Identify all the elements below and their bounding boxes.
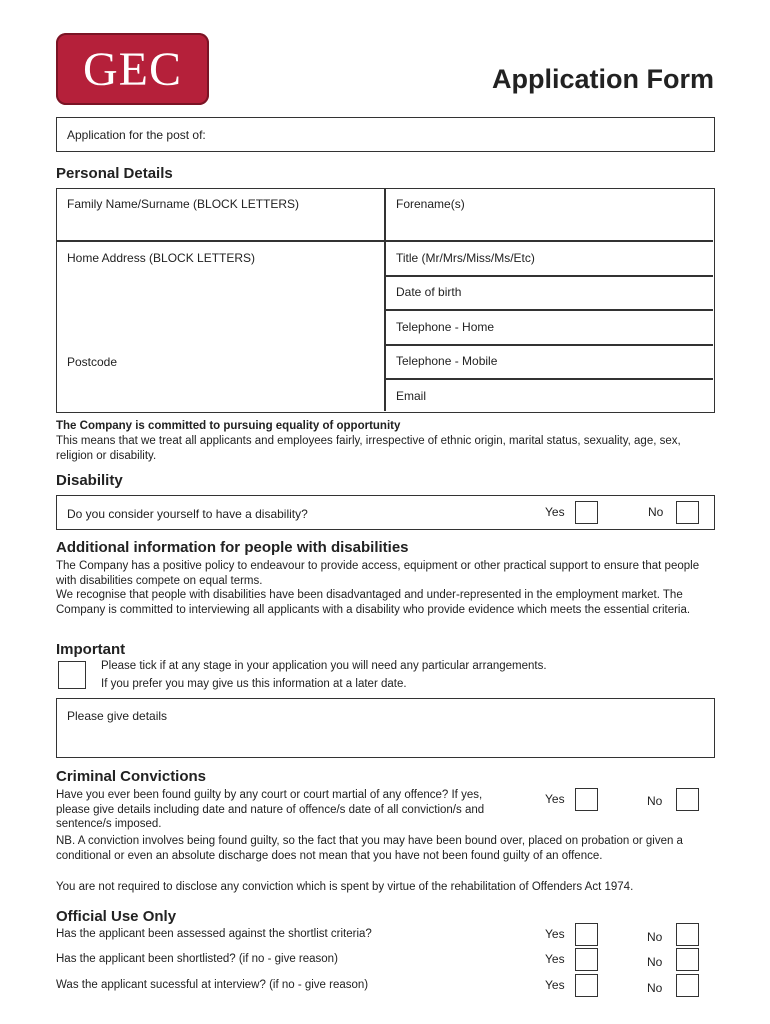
criminal-convictions-heading: Criminal Convictions (56, 768, 207, 785)
forenames-field[interactable] (386, 189, 713, 240)
disability-heading: Disability (56, 472, 123, 489)
details-label: Please give details (67, 709, 168, 723)
important-line-1: Please tick if at any stage in your application you will need any particular arrangements. (101, 660, 547, 672)
official-q2-yes-label: Yes (545, 952, 565, 966)
important-line-2: If you prefer you may give us this information at a later date. (101, 678, 407, 690)
official-q3-no-label: No (647, 981, 663, 995)
disability-yes-label: Yes (545, 505, 565, 519)
personal-details-heading: Personal Details (56, 165, 173, 182)
email-field[interactable] (386, 381, 713, 411)
tel-mobile-field[interactable] (386, 346, 713, 378)
page-title: Application Form (492, 64, 714, 94)
details-field[interactable] (56, 698, 715, 758)
official-q2-yes-checkbox[interactable] (575, 948, 598, 971)
grid-divider (384, 378, 713, 380)
gec-logo (56, 33, 209, 105)
criminal-spent-text: You are not required to disclose any conviction which is spent by virtue of the rehabilitation of Offenders Act 1974. (56, 881, 634, 893)
official-q2-no-label: No (647, 955, 663, 969)
criminal-no-checkbox[interactable] (676, 788, 699, 811)
forenames-label: Forename(s) (396, 197, 465, 211)
dob-field[interactable] (386, 277, 713, 309)
grid-divider (57, 240, 713, 242)
official-q1-no-checkbox[interactable] (676, 923, 699, 946)
title-field[interactable] (386, 243, 713, 275)
additional-info-text-1: The Company has a positive policy to endeavour to provide access, equipment or other practical support to ensure that people with disabilities compete on equal terms. (56, 560, 700, 587)
home-address-label: Home Address (BLOCK LETTERS) (67, 251, 256, 265)
tel-mobile-label: Telephone - Mobile (396, 354, 498, 368)
disability-no-label: No (648, 505, 664, 519)
criminal-question: Have you ever been found guilty by any court or court martial of any offence? If yes, please give details including date and nature of offence/s date of all conviction/s and sentence/s imposed. (56, 789, 485, 830)
criminal-yes-label: Yes (545, 792, 565, 806)
official-q2: Has the applicant been shortlisted? (if no - give reason) (56, 953, 338, 965)
additional-info-heading: Additional information for people with disabilities (56, 539, 409, 556)
official-q1-yes-label: Yes (545, 927, 565, 941)
tel-home-field[interactable] (386, 312, 713, 344)
official-q1-no-label: No (647, 930, 663, 944)
criminal-nb-text: NB. A conviction involves being found guilty, so the fact that you may have been bound over, placed on probation or given a conditional or even an absolute discharge does not mean that you have not been found guilty of an offence. (56, 835, 683, 862)
tel-home-label: Telephone - Home (396, 320, 495, 334)
email-label: Email (396, 389, 427, 403)
official-q1: Has the applicant been assessed against the shortlist criteria? (56, 928, 372, 940)
logo-text: GEC (83, 42, 182, 96)
additional-info-text-2: We recognise that people with disabilities have been disadvantaged and under-represented in the employment market. The Company is committed to interviewing all applicants with a disability who provide evidence which meets the essential criteria. (56, 589, 691, 616)
postcode-label: Postcode (67, 355, 118, 369)
disability-no-checkbox[interactable] (676, 501, 699, 524)
criminal-no-label: No (647, 794, 663, 808)
disability-question: Do you consider yourself to have a disability? (67, 507, 308, 521)
family-name-field[interactable] (57, 189, 384, 240)
criminal-yes-checkbox[interactable] (575, 788, 598, 811)
official-q3-yes-label: Yes (545, 978, 565, 992)
grid-divider (384, 309, 713, 311)
title-label: Title (Mr/Mrs/Miss/Ms/Etc) (396, 251, 535, 265)
disability-row (56, 495, 715, 530)
post-label: Application for the post of: (67, 128, 206, 142)
post-field[interactable] (56, 117, 715, 152)
dob-label: Date of birth (396, 285, 462, 299)
important-heading: Important (56, 641, 126, 658)
official-q2-no-checkbox[interactable] (676, 948, 699, 971)
official-q1-yes-checkbox[interactable] (575, 923, 598, 946)
official-q3-no-checkbox[interactable] (676, 974, 699, 997)
official-q3: Was the applicant sucessful at interview? (if no - give reason) (56, 979, 369, 991)
official-q3-yes-checkbox[interactable] (575, 974, 598, 997)
arrangements-checkbox[interactable] (58, 661, 86, 689)
home-address-field[interactable] (57, 243, 384, 343)
equality-heading: The Company is committed to pursuing equality of opportunity (56, 420, 401, 432)
official-use-heading: Official Use Only (56, 908, 177, 925)
disability-yes-checkbox[interactable] (575, 501, 598, 524)
family-name-label: Family Name/Surname (BLOCK LETTERS) (67, 197, 300, 211)
personal-details-grid (56, 188, 715, 413)
postcode-field[interactable] (57, 347, 384, 411)
equality-text: This means that we treat all applicants and employees fairly, irrespective of ethnic origin, marital status, sexuality, age, sex, religion or disability. (56, 435, 681, 462)
